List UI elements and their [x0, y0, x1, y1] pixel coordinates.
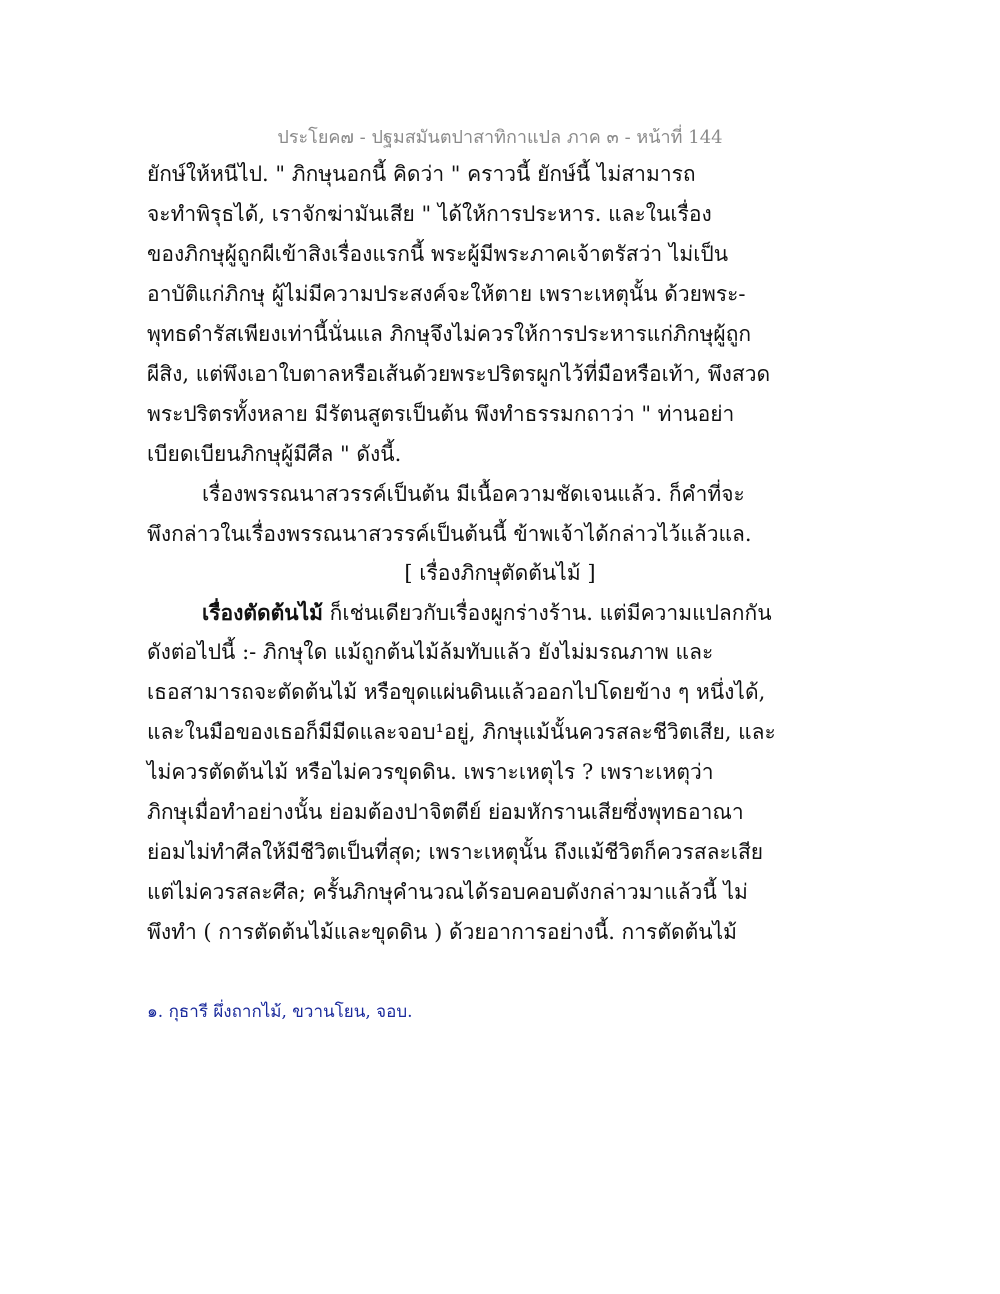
text-line-1: ยักษ์ให้หนีไป. " ภิกษุนอกนี้ คิดว่า " คราวนี้ ยักษ์นี้ ไม่สามารถ — [147, 162, 696, 186]
footnote: ๑. กุธารี ผึ่งถากไม้, ขวานโยน, จอบ. — [147, 1002, 413, 1022]
text-line-14: และในมือของเธอก็มีมีดและจอบ¹อยู่, ภิกษุแม้นั้นควรสละชีวิตเสีย, และ — [147, 720, 776, 744]
text-line-10: พึงกล่าวในเรื่องพรรณนาสวรรค์เป็นต้นนี้ ข้าพเจ้าได้กล่าวไว้แล้วแล. — [147, 522, 752, 546]
text-line-12: ดังต่อไปนี้ :- ภิกษุใด แม้ถูกต้นไม้ล้มทับแล้ว ยังไม่มรณภาพ และ — [147, 640, 714, 664]
text-line-5: พุทธดำรัสเพียงเท่านี้นั่นแล ภิกษุจึงไม่ควรให้การประหารแก่ภิกษุผู้ถูก — [147, 322, 752, 346]
text-line-7: พระปริตรทั้งหลาย มีรัตนสูตรเป็นต้น พึงทำธรรมกถาว่า " ท่านอย่า — [147, 402, 735, 426]
text-line-9: เรื่องพรรณนาสวรรค์เป็นต้น มีเนื้อความชัดเจนแล้ว. ก็คำที่จะ — [202, 482, 745, 506]
text-line-6: ผีสิง, แต่พึงเอาใบตาลหรือเส้นด้วยพระปริตรผูกไว้ที่มือหรือเท้า, พึงสวด — [147, 362, 771, 386]
text-line-2: จะทำพิรุธได้, เราจักฆ่ามันเสีย " ได้ให้การประหาร. และในเรื่อง — [147, 202, 712, 226]
section-lead-bold: เรื่องตัดต้นไม้ — [202, 600, 323, 625]
section-title: [ เรื่องภิกษุตัดต้นไม้ ] — [404, 561, 596, 585]
page-header: ประโยค๗ - ปฐมสมันตปาสาทิกาแปล ภาค ๓ - หน้าที่ 144 — [277, 127, 723, 148]
text-line-8: เบียดเบียนภิกษุผู้มีศีล " ดังนี้. — [147, 442, 402, 466]
text-line-15: ไม่ควรตัดต้นไม้ หรือไม่ควรขุดดิน. เพราะเหตุไร ? เพราะเหตุว่า — [147, 760, 714, 784]
text-line-16: ภิกษุเมื่อทำอย่างนั้น ย่อมต้องปาจิตตีย์ ย่อมหักรานเสียซึ่งพุทธอาณา — [147, 800, 744, 824]
text-line-3: ของภิกษุผู้ถูกผีเข้าสิงเรื่องแรกนี้ พระผู้มีพระภาคเจ้าตรัสว่า ไม่เป็น — [147, 242, 729, 266]
text-line-18: แต่ไม่ควรสละศีล; ครั้นภิกษุคำนวณได้รอบคอบดังกล่าวมาแล้วนี้ ไม่ — [147, 880, 748, 904]
text-line-19: พึงทำ ( การตัดต้นไม้และขุดดิน ) ด้วยอาการอย่างนี้. การตัดต้นไม้ — [147, 920, 737, 944]
text-line-11 — [202, 602, 772, 624]
section-lead-rest: ก็เช่นเดียวกับเรื่องผูกร่างร้าน. แต่มีความแปลกกัน — [323, 601, 772, 625]
text-line-17: ย่อมไม่ทำศีลให้มีชีวิตเป็นที่สุด; เพราะเหตุนั้น ถึงแม้ชีวิตก็ควรสละเสีย — [147, 840, 764, 864]
text-line-4: อาบัติแก่ภิกษุ ผู้ไม่มีความประสงค์จะให้ตาย เพราะเหตุนั้น ด้วยพระ- — [147, 282, 746, 306]
text-line-13: เธอสามารถจะตัดต้นไม้ หรือขุดแผ่นดินแล้วออกไปโดยข้าง ๆ หนึ่งได้, — [147, 680, 766, 704]
